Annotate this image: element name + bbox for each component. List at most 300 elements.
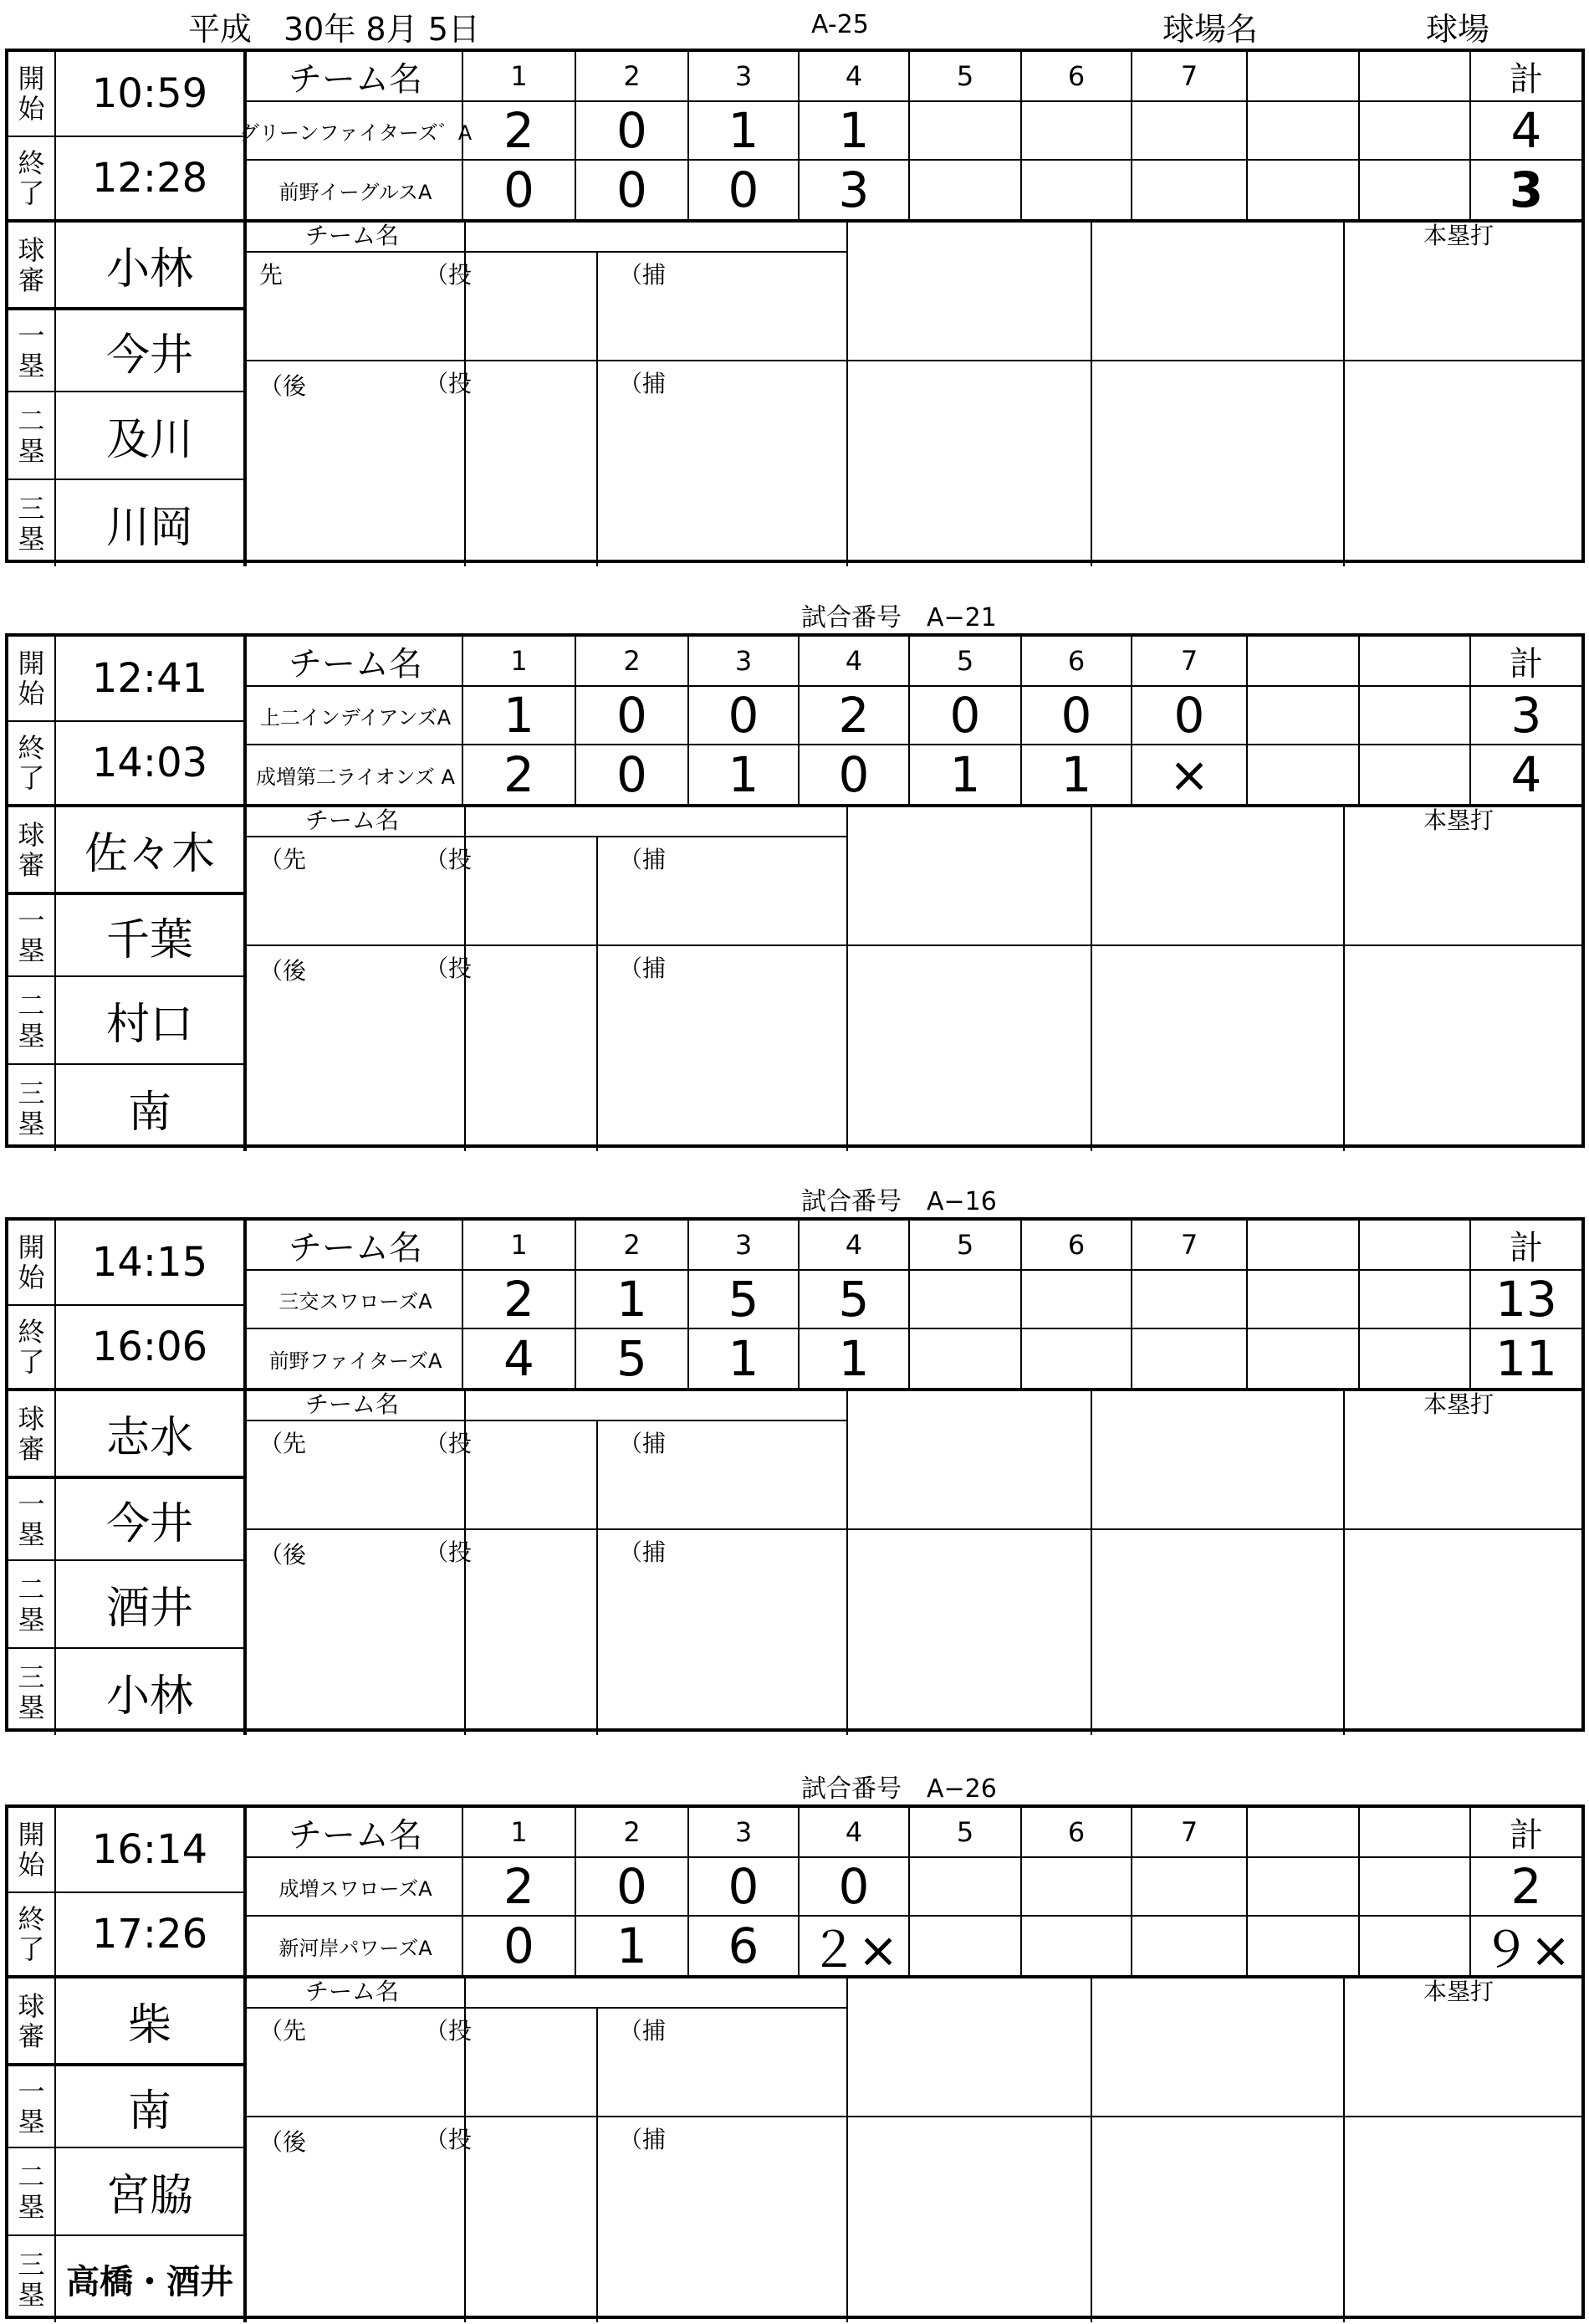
battery-column-divider (846, 1975, 848, 2322)
team-name: 前野ファイターズA (243, 1328, 464, 1388)
inning-score: 2 (462, 1269, 575, 1328)
team-name-header: チーム名 (243, 1808, 464, 1856)
battery-column-divider (846, 1388, 848, 1735)
label-first-char: 一 (18, 320, 45, 351)
catcher-column (596, 251, 846, 566)
label-first-char: 塁 (18, 1518, 45, 1550)
label-start-char: 開 (18, 1231, 45, 1263)
label-first-char: 一 (18, 1488, 45, 1520)
label-start (8, 52, 54, 136)
inning-score: 0 (575, 159, 687, 219)
inning-header (1246, 1808, 1358, 1856)
inning-header: 2 (575, 52, 687, 100)
inning-header: 6 (1020, 637, 1131, 685)
label-second-char: 二 (18, 2160, 45, 2193)
inning-score (1020, 100, 1131, 159)
inning-header: 7 (1131, 1221, 1246, 1269)
pitcher-column (464, 2007, 596, 2322)
label-third-char: 三 (18, 492, 45, 525)
value-base3: 南 (54, 1063, 243, 1151)
label-third (8, 2234, 54, 2322)
inning-score: 0 (687, 685, 798, 744)
inning-score: 2 (798, 685, 908, 744)
label-third-char: 三 (18, 1077, 45, 1109)
battery-team-name-header: チーム名 (305, 222, 400, 249)
inning-score (1358, 1328, 1469, 1388)
inning-score (1020, 1328, 1131, 1388)
value-start: 12:41 (54, 637, 243, 720)
battery-column-divider (1091, 1388, 1092, 1735)
inning-header (1246, 1221, 1358, 1269)
total-header: 計 (1469, 1221, 1581, 1269)
battery-header-row (464, 804, 1581, 836)
label-start-char: 始 (18, 93, 45, 125)
field-value: 球場 (1426, 11, 1490, 48)
value-end: 14:03 (54, 720, 243, 804)
second-team-label: （後 (259, 2128, 307, 2156)
total-header: 計 (1469, 52, 1581, 100)
value-start: 10:59 (54, 52, 243, 136)
inning-header: 5 (908, 1808, 1020, 1856)
inning-score: 0 (575, 1856, 687, 1915)
inning-score (1358, 159, 1469, 219)
label-umpire-char: 審 (18, 264, 45, 296)
inning-score: 2 (462, 100, 575, 159)
battery-middle-line (243, 1528, 1581, 1530)
inning-score: 0 (798, 1856, 908, 1915)
inning-header (1246, 52, 1358, 100)
battery-team-name-header: チーム名 (305, 1390, 400, 1418)
first-team-label: （先 (259, 2017, 307, 2045)
field-label: 球場名 (1162, 11, 1259, 48)
inning-score (1131, 1856, 1246, 1915)
inning-score: 0 (687, 1856, 798, 1915)
inning-score (1246, 1269, 1358, 1328)
label-second-char: 塁 (18, 1019, 45, 1052)
label-first-char: 一 (18, 904, 45, 936)
team-name: 上二インデイアンズA (243, 685, 464, 744)
inning-score (908, 100, 1020, 159)
battery-column-divider (846, 219, 848, 566)
value-umpire: 志水 (54, 1388, 243, 1476)
header-game-code: A-25 (811, 10, 869, 39)
inning-header: 1 (462, 52, 575, 100)
inning-score: 1 (575, 1269, 687, 1328)
inning-score: 2 (462, 1856, 575, 1915)
team-name: 成増第二ライオンズ A (243, 744, 464, 804)
inning-header: 5 (908, 52, 1020, 100)
battery-middle-line (243, 2116, 1581, 2117)
pitcher-column (464, 251, 596, 566)
homerun-header: 本塁打 (1423, 222, 1494, 249)
team-total: 2 (1469, 1856, 1581, 1915)
homerun-header: 本塁打 (1423, 806, 1494, 834)
first-pitcher-label: （投 (425, 1430, 473, 1457)
team-total: 4 (1469, 744, 1581, 804)
inning-header: 5 (908, 637, 1020, 685)
label-third (8, 479, 54, 566)
label-end (8, 1304, 54, 1388)
label-second-char: 二 (18, 404, 45, 437)
label-second-char: 塁 (18, 2190, 45, 2223)
first-team-label: （先 (259, 846, 307, 873)
inning-score: 1 (798, 100, 908, 159)
label-end-char: 終 (18, 1903, 45, 1935)
value-start: 14:15 (54, 1221, 243, 1304)
inning-score: 1 (462, 685, 575, 744)
team-name: 三交スワローズA (243, 1269, 464, 1328)
label-third-char: 塁 (18, 1107, 45, 1139)
label-end-char: 終 (18, 732, 45, 764)
label-umpire (8, 804, 54, 892)
label-second-char: 塁 (18, 1603, 45, 1636)
score-sheet (5, 633, 1585, 1148)
team-name: 成増スワローズA (243, 1856, 464, 1915)
label-umpire (8, 219, 54, 307)
value-base2: 宮脇 (54, 2147, 243, 2234)
inning-score: 1 (687, 100, 798, 159)
inning-score (1358, 1269, 1469, 1328)
inning-header (1358, 637, 1469, 685)
inning-header: 4 (798, 52, 908, 100)
game-number: 試合番号 A−21 (801, 603, 997, 632)
team-total: 4 (1469, 100, 1581, 159)
inning-header: 7 (1131, 52, 1246, 100)
value-base1: 千葉 (54, 892, 243, 975)
inning-score: 1 (687, 1328, 798, 1388)
battery-team-line (243, 251, 464, 253)
inning-header: 4 (798, 1808, 908, 1856)
label-first (8, 2063, 54, 2147)
inning-score (1246, 1328, 1358, 1388)
label-first-char: 一 (18, 2076, 45, 2107)
inning-score: 1 (908, 744, 1020, 804)
inning-score: 1 (575, 1915, 687, 1975)
inning-score (1131, 1915, 1246, 1975)
inning-score: ２× (798, 1915, 908, 1975)
second-pitcher-label: （投 (425, 370, 473, 397)
second-team-label: （後 (259, 957, 307, 985)
inning-score: 0 (462, 1915, 575, 1975)
inning-header: 3 (687, 1221, 798, 1269)
inning-header: 7 (1131, 637, 1246, 685)
inning-score (1246, 1915, 1358, 1975)
second-catcher-label: （捕 (619, 2126, 667, 2153)
inning-header (1246, 637, 1358, 685)
label-third-char: 塁 (18, 2278, 45, 2311)
first-catcher-label: （捕 (619, 1430, 667, 1457)
label-end (8, 720, 54, 804)
inning-score (1358, 100, 1469, 159)
team-total: 11 (1469, 1328, 1581, 1388)
label-end (8, 136, 54, 219)
inning-header: 2 (575, 1808, 687, 1856)
inning-score (1358, 685, 1469, 744)
team-name-header: チーム名 (243, 1221, 464, 1269)
battery-header-row (464, 219, 1581, 251)
label-end (8, 1891, 54, 1975)
inning-header: 3 (687, 52, 798, 100)
value-end: 12:28 (54, 136, 243, 219)
battery-team-name-header: チーム名 (305, 806, 400, 834)
label-end-char: 了 (18, 1346, 45, 1378)
second-catcher-label: （捕 (619, 955, 667, 982)
inning-header: 1 (462, 637, 575, 685)
label-third-char: 三 (18, 1661, 45, 1693)
inning-score: 0 (462, 159, 575, 219)
label-first (8, 1476, 54, 1559)
inning-score: 1 (1020, 744, 1131, 804)
homerun-header: 本塁打 (1423, 1390, 1494, 1418)
label-umpire-char: 審 (18, 2019, 45, 2052)
value-base3: 川岡 (54, 479, 243, 566)
battery-team-name-header: チーム名 (305, 1978, 400, 2005)
inning-header: 1 (462, 1808, 575, 1856)
first-pitcher-label: （投 (425, 261, 473, 289)
label-end-char: 終 (18, 147, 45, 179)
first-pitcher-label: （投 (425, 846, 473, 873)
inning-score (908, 1856, 1020, 1915)
battery-header-row (464, 1975, 1581, 2007)
first-catcher-label: （捕 (619, 2017, 667, 2045)
inning-score (1246, 100, 1358, 159)
inning-score: 2 (462, 744, 575, 804)
team-name: 新河岸パワーズA (243, 1915, 464, 1975)
inning-score: × (1131, 744, 1246, 804)
inning-score (1358, 1856, 1469, 1915)
catcher-column (596, 2007, 846, 2322)
first-catcher-label: （捕 (619, 261, 667, 289)
team-total: 3 (1469, 159, 1581, 219)
battery-column-divider (1343, 219, 1345, 566)
inning-header: 7 (1131, 1808, 1246, 1856)
second-pitcher-label: （投 (425, 2126, 473, 2153)
inning-score: 1 (687, 744, 798, 804)
team-name: グリーンファイターズ゛A (243, 100, 464, 159)
inning-header: 2 (575, 637, 687, 685)
battery-column-divider (846, 804, 848, 1151)
catcher-column (596, 836, 846, 1151)
inning-score (1358, 1915, 1469, 1975)
inning-score: 0 (798, 744, 908, 804)
value-base1: 南 (54, 2063, 243, 2147)
inning-score (1020, 1269, 1131, 1328)
inning-score: 0 (908, 685, 1020, 744)
label-start-char: 始 (18, 1262, 45, 1293)
inning-header: 3 (687, 637, 798, 685)
inning-score: 0 (1020, 685, 1131, 744)
value-umpire: 佐々木 (54, 804, 243, 892)
inning-score: 6 (687, 1915, 798, 1975)
battery-team-line (243, 836, 464, 837)
inning-score: 1 (798, 1328, 908, 1388)
inning-score (908, 1269, 1020, 1328)
second-team-label: （後 (259, 372, 307, 400)
label-umpire-char: 審 (18, 848, 45, 881)
label-third (8, 1063, 54, 1151)
second-pitcher-label: （投 (425, 1538, 473, 1566)
inning-score (1131, 159, 1246, 219)
inning-score: 0 (575, 100, 687, 159)
label-first (8, 892, 54, 975)
battery-column-divider (1343, 1975, 1345, 2322)
label-start (8, 637, 54, 720)
battery-team-line (243, 2007, 464, 2009)
pitcher-column (464, 836, 596, 1151)
value-end: 17:26 (54, 1891, 243, 1975)
score-sheet (5, 1217, 1585, 1732)
inning-score: 0 (1131, 685, 1246, 744)
label-start-char: 開 (18, 63, 45, 95)
label-third-char: 三 (18, 2248, 45, 2280)
homerun-header: 本塁打 (1423, 1978, 1494, 2005)
label-second-char: 二 (18, 989, 45, 1021)
inning-score (1020, 1915, 1131, 1975)
first-catcher-label: （捕 (619, 846, 667, 873)
value-base3: 小林 (54, 1647, 243, 1735)
label-umpire-char: 審 (18, 1432, 45, 1465)
battery-middle-line (243, 360, 1581, 361)
inning-header: 4 (798, 1221, 908, 1269)
inning-header (1358, 1221, 1469, 1269)
score-sheet (5, 1804, 1585, 2319)
inning-score: 0 (687, 159, 798, 219)
inning-score (908, 1328, 1020, 1388)
label-first-char: 塁 (18, 350, 45, 381)
label-second-char: 塁 (18, 434, 45, 467)
label-end-char: 了 (18, 762, 45, 794)
label-end-char: 終 (18, 1316, 45, 1348)
label-umpire-char: 球 (18, 818, 45, 851)
total-header: 計 (1469, 637, 1581, 685)
label-umpire (8, 1388, 54, 1476)
catcher-column (596, 1420, 846, 1735)
value-base1: 今井 (54, 307, 243, 391)
battery-column-divider (1091, 219, 1092, 566)
inning-header: 1 (462, 1221, 575, 1269)
inning-score (1246, 744, 1358, 804)
battery-column-divider (1343, 804, 1345, 1151)
team-name-header: チーム名 (243, 52, 464, 100)
value-umpire: 小林 (54, 219, 243, 307)
label-third-char: 塁 (18, 1691, 45, 1723)
team-total: ９× (1469, 1915, 1581, 1975)
value-end: 16:06 (54, 1304, 243, 1388)
label-umpire-char: 球 (18, 1989, 45, 2022)
label-start-char: 開 (18, 648, 45, 679)
label-first-char: 塁 (18, 934, 45, 966)
label-second (8, 975, 54, 1063)
game-number: 試合番号 A−26 (801, 1774, 997, 1804)
game-date: 平成 30年 8月 5日 (188, 11, 480, 48)
inning-score (1131, 100, 1246, 159)
first-pitcher-label: （投 (425, 2017, 473, 2045)
inning-score (1246, 685, 1358, 744)
label-umpire-char: 球 (18, 1402, 45, 1435)
inning-score (1246, 159, 1358, 219)
pitcher-column (464, 1420, 596, 1735)
total-header: 計 (1469, 1808, 1581, 1856)
second-catcher-label: （捕 (619, 370, 667, 397)
score-sheet (5, 49, 1585, 563)
value-base2: 酒井 (54, 1559, 243, 1647)
inning-header: 2 (575, 1221, 687, 1269)
label-start-char: 始 (18, 678, 45, 709)
label-second (8, 2147, 54, 2234)
first-team-label: 先 (259, 261, 284, 289)
inning-score: 5 (687, 1269, 798, 1328)
label-third-char: 塁 (18, 522, 45, 555)
inning-score (908, 159, 1020, 219)
battery-team-line (243, 1420, 464, 1421)
label-end-char: 了 (18, 1933, 45, 1965)
label-start (8, 1808, 54, 1891)
label-second (8, 1559, 54, 1647)
battery-column-divider (1343, 1388, 1345, 1735)
battery-header-row (464, 1388, 1581, 1420)
inning-header: 6 (1020, 1221, 1131, 1269)
inning-score: 0 (575, 685, 687, 744)
team-name-header: チーム名 (243, 637, 464, 685)
value-umpire: 柴 (54, 1975, 243, 2063)
second-pitcher-label: （投 (425, 955, 473, 982)
inning-score (1358, 744, 1469, 804)
battery-middle-line (243, 944, 1581, 946)
inning-header: 4 (798, 637, 908, 685)
inning-score: 5 (575, 1328, 687, 1388)
second-team-label: （後 (259, 1541, 307, 1569)
inning-score (1246, 1856, 1358, 1915)
label-start (8, 1221, 54, 1304)
value-base2: 村口 (54, 975, 243, 1063)
inning-score (1020, 1856, 1131, 1915)
team-total: 13 (1469, 1269, 1581, 1328)
inning-header (1358, 52, 1469, 100)
inning-score (908, 1915, 1020, 1975)
value-base2: 及川 (54, 391, 243, 479)
inning-header: 3 (687, 1808, 798, 1856)
label-first-char: 塁 (18, 2106, 45, 2137)
label-second-char: 二 (18, 1573, 45, 1605)
second-catcher-label: （捕 (619, 1538, 667, 1566)
inning-score (1020, 159, 1131, 219)
inning-score (1131, 1328, 1246, 1388)
inning-header: 6 (1020, 52, 1131, 100)
label-end-char: 了 (18, 177, 45, 209)
label-umpire-char: 球 (18, 233, 45, 266)
label-umpire (8, 1975, 54, 2063)
inning-score: 0 (575, 744, 687, 804)
label-second (8, 391, 54, 479)
inning-header: 5 (908, 1221, 1020, 1269)
label-first (8, 307, 54, 391)
game-number: 試合番号 A−16 (801, 1187, 997, 1216)
value-base3: 高橋・酒井 (54, 2234, 243, 2322)
value-base1: 今井 (54, 1476, 243, 1559)
first-team-label: （先 (259, 1430, 307, 1457)
team-total: 3 (1469, 685, 1581, 744)
inning-header (1358, 1808, 1469, 1856)
inning-score: 4 (462, 1328, 575, 1388)
battery-column-divider (1091, 1975, 1092, 2322)
label-start-char: 開 (18, 1819, 45, 1850)
value-start: 16:14 (54, 1808, 243, 1891)
team-name: 前野イーグルスA (243, 159, 464, 219)
page-header (0, 0, 1589, 46)
battery-column-divider (1091, 804, 1092, 1151)
inning-score (1131, 1269, 1246, 1328)
inning-score: 5 (798, 1269, 908, 1328)
